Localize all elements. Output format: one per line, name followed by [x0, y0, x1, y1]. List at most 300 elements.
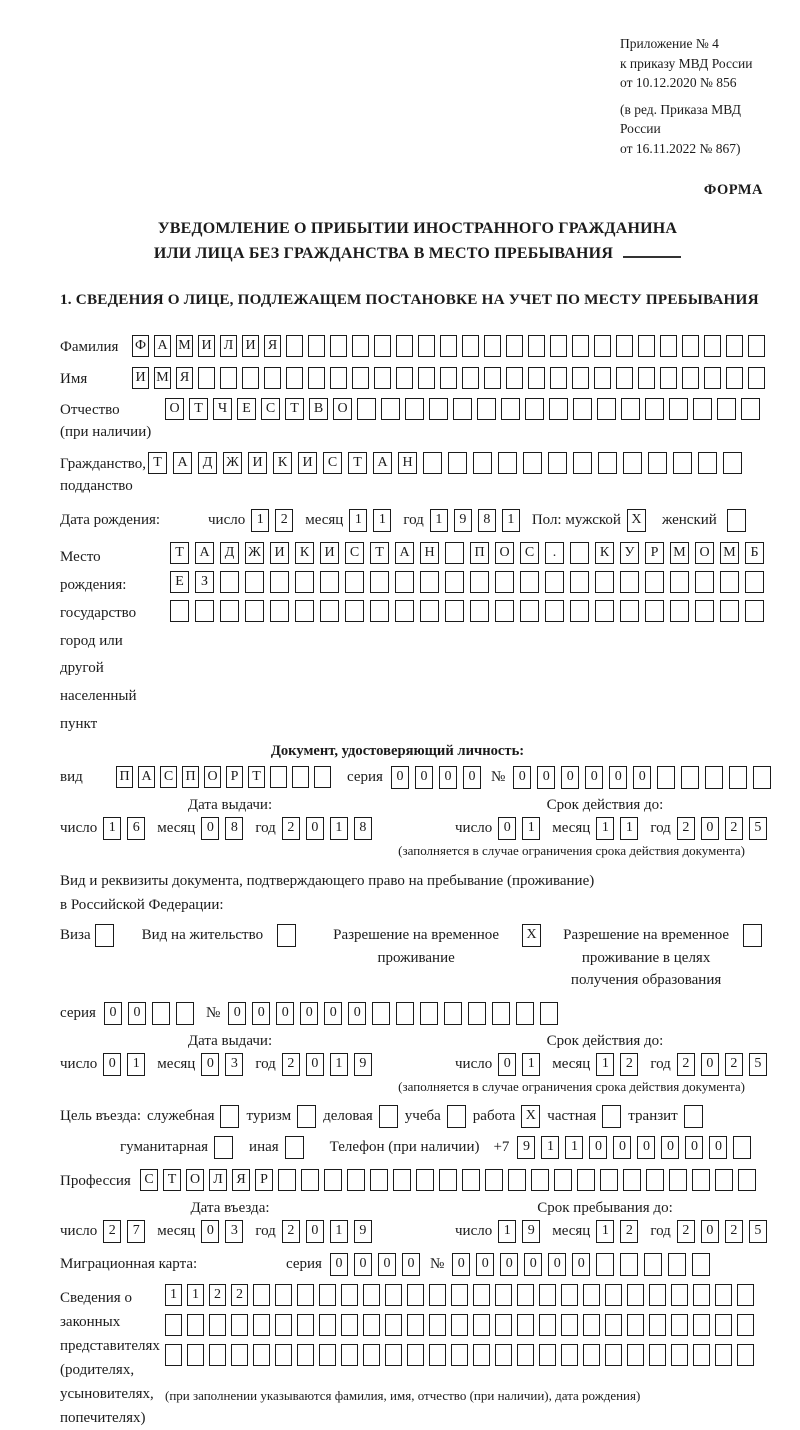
char-box — [423, 452, 442, 474]
char-box — [561, 1314, 578, 1336]
char-box — [451, 1344, 468, 1366]
char-box: 0 — [498, 817, 516, 840]
char-box — [528, 335, 545, 357]
char-box: С — [520, 542, 539, 564]
char-box — [270, 571, 289, 593]
char-box: 0 — [609, 766, 627, 789]
char-box: Ч — [213, 398, 232, 420]
char-box — [561, 1284, 578, 1306]
entry-year-boxes — [282, 1220, 372, 1243]
char-box: З — [195, 571, 214, 593]
purpose-option-other-checkbox — [285, 1136, 304, 1159]
char-box — [448, 452, 467, 474]
char-box — [717, 398, 736, 420]
char-box: И — [242, 335, 259, 357]
representatives-label-line2: законных — [60, 1314, 121, 1331]
char-box — [596, 1253, 614, 1276]
char-box — [549, 398, 568, 420]
char-box — [320, 600, 339, 622]
purpose-option-other-label: иная — [249, 1138, 279, 1155]
char-box — [429, 398, 448, 420]
char-box — [704, 335, 721, 357]
purpose-option-tourism-checkbox — [297, 1105, 316, 1128]
char-box: 0 — [324, 1002, 342, 1025]
stay-doc-series-label: серия — [60, 1004, 96, 1021]
char-box: 2 — [275, 509, 293, 532]
representatives-label-line3: представителях — [60, 1338, 160, 1355]
char-box — [470, 571, 489, 593]
stay-doc-series-boxes — [104, 1002, 194, 1025]
stay-doc-valid-year-boxes — [677, 1053, 767, 1076]
char-box — [176, 1002, 194, 1025]
char-box — [517, 1314, 534, 1336]
char-box — [209, 1314, 226, 1336]
patronymic-label-line1: Отчество — [60, 402, 120, 419]
char-box — [440, 335, 457, 357]
identity-issue-year-label: год — [255, 819, 276, 836]
char-box — [605, 1314, 622, 1336]
stay-doc-intro-line2: в Российской Федерации: — [60, 897, 224, 914]
char-box — [330, 335, 347, 357]
char-box: 0 — [354, 1253, 372, 1276]
char-box — [301, 1169, 319, 1191]
char-box — [407, 1344, 424, 1366]
char-box: 1 — [373, 509, 391, 532]
char-box — [473, 1284, 490, 1306]
representatives-row1-boxes — [165, 1284, 754, 1306]
char-box — [671, 1344, 688, 1366]
purpose-option-study-checkbox — [447, 1105, 466, 1128]
char-box: 8 — [225, 817, 243, 840]
form-title-line1: УВЕДОМЛЕНИЕ О ПРИБЫТИИ ИНОСТРАННОГО ГРАЖДАНИНА — [157, 220, 678, 238]
stay-until-year-label: год — [650, 1223, 671, 1240]
char-box — [242, 367, 259, 389]
stay-doc-valid-year-label: год — [650, 1055, 671, 1072]
purpose-option-official-checkbox — [220, 1105, 239, 1128]
patronymic-label-line2: (при наличии) — [60, 424, 152, 441]
sex-male-checkbox: X — [627, 509, 646, 532]
entry-dates — [60, 1200, 775, 1243]
char-box — [297, 1344, 314, 1366]
char-box: 0 — [330, 1253, 348, 1276]
profession-row — [60, 1169, 775, 1193]
char-box: 0 — [201, 817, 219, 840]
purpose-option-private-label: частная — [547, 1107, 597, 1124]
birth-year-label: год — [403, 512, 424, 529]
char-box — [473, 452, 492, 474]
char-box: Р — [255, 1169, 273, 1191]
stay-doc-valid-group — [455, 1033, 767, 1076]
citizenship-row — [60, 452, 775, 498]
char-box — [370, 1169, 388, 1191]
char-box — [495, 1314, 512, 1336]
identity-valid-dateline — [455, 817, 767, 840]
identity-issue-year-boxes — [282, 817, 372, 840]
char-box — [363, 1284, 380, 1306]
identity-valid-year-label: год — [650, 819, 671, 836]
char-box: 0 — [306, 817, 324, 840]
char-box — [508, 1169, 526, 1191]
char-box: 0 — [276, 1002, 294, 1025]
char-box — [621, 398, 640, 420]
char-box: 0 — [306, 1220, 324, 1243]
purpose-option-tourism-label: туризм — [246, 1107, 292, 1124]
char-box — [308, 367, 325, 389]
stay-doc-valid-day-label: число — [455, 1055, 493, 1072]
char-box — [170, 600, 189, 622]
char-box: Е — [170, 571, 189, 593]
char-box — [704, 367, 721, 389]
char-box — [692, 1169, 710, 1191]
char-box — [341, 1344, 358, 1366]
entry-month-boxes — [201, 1220, 243, 1243]
char-box — [741, 398, 760, 420]
char-box — [381, 398, 400, 420]
identity-valid-month-label: месяц — [552, 819, 591, 836]
citizenship-label-line1: Гражданство, — [60, 455, 147, 472]
char-box — [583, 1344, 600, 1366]
char-box — [649, 1314, 666, 1336]
option-visa-checkbox — [95, 924, 114, 947]
identity-issue-day-boxes — [103, 817, 145, 840]
char-box: И — [320, 542, 339, 564]
char-box: К — [595, 542, 614, 564]
char-box — [462, 367, 479, 389]
char-box — [638, 367, 655, 389]
char-box: 1 — [522, 817, 540, 840]
form-title — [60, 217, 775, 267]
char-box — [692, 1253, 710, 1276]
identity-doc-kind-label: вид — [60, 768, 83, 785]
char-box — [357, 398, 376, 420]
char-box: 9 — [522, 1220, 540, 1243]
char-box — [550, 335, 567, 357]
identity-doc-series-boxes — [391, 766, 481, 789]
char-box: С — [140, 1169, 158, 1191]
char-box — [623, 452, 642, 474]
char-box — [407, 1314, 424, 1336]
char-box — [484, 367, 501, 389]
char-box — [753, 766, 771, 789]
char-box — [539, 1284, 556, 1306]
stay-until-day-boxes — [498, 1220, 540, 1243]
char-box — [646, 1169, 664, 1191]
birth-day-boxes — [251, 509, 293, 532]
purpose-row — [60, 1105, 775, 1128]
purpose-option-humanitarian-checkbox — [214, 1136, 233, 1159]
char-box — [531, 1169, 549, 1191]
char-box — [548, 452, 567, 474]
purpose-option-work-checkbox: X — [521, 1105, 540, 1128]
form-title-line2-text: ИЛИ ЛИЦА БЕЗ ГРАЖДАНСТВА В МЕСТО ПРЕБЫВАНИЯ — [153, 245, 614, 263]
stay-doc-issue-day-boxes — [103, 1053, 145, 1076]
char-box: Я — [264, 335, 281, 357]
stay-doc-issue-year-label: год — [255, 1055, 276, 1072]
char-box: 0 — [572, 1253, 590, 1276]
char-box — [570, 571, 589, 593]
char-box: Я — [232, 1169, 250, 1191]
surname-label: Фамилия — [60, 338, 119, 355]
char-box — [319, 1344, 336, 1366]
stay-doc-valid-title: Срок действия до: — [546, 1032, 664, 1049]
char-box: 0 — [701, 1220, 719, 1243]
purpose-option-transit-checkbox — [684, 1105, 703, 1128]
birth-date-row — [60, 509, 775, 532]
char-box — [573, 452, 592, 474]
char-box — [554, 1169, 572, 1191]
char-box — [275, 1314, 292, 1336]
char-box — [445, 542, 464, 564]
char-box — [374, 367, 391, 389]
char-box: О — [333, 398, 352, 420]
char-box: М — [176, 335, 193, 357]
char-box: 2 — [725, 817, 743, 840]
char-box — [445, 571, 464, 593]
char-box: Р — [226, 766, 243, 788]
stay-doc-number-label: № — [205, 1004, 221, 1021]
form-title-line2 — [60, 242, 775, 267]
stay-until-day-label: число — [455, 1223, 493, 1240]
char-box — [370, 600, 389, 622]
char-box — [418, 367, 435, 389]
char-box — [345, 571, 364, 593]
identity-doc-heading: Документ, удостоверяющий личность: — [270, 742, 525, 759]
char-box — [451, 1284, 468, 1306]
char-box: 5 — [749, 1220, 767, 1243]
char-box — [539, 1314, 556, 1336]
migration-card-number-boxes — [452, 1253, 710, 1276]
char-box — [705, 766, 723, 789]
char-box: 1 — [596, 1053, 614, 1076]
char-box — [605, 1284, 622, 1306]
char-box — [545, 600, 564, 622]
stay-doc-issue-title: Дата выдачи: — [187, 1032, 273, 1049]
char-box: В — [309, 398, 328, 420]
char-box: 0 — [306, 1053, 324, 1076]
char-box — [396, 335, 413, 357]
char-box: М — [720, 542, 739, 564]
char-box — [165, 1344, 182, 1366]
char-box: Т — [148, 452, 167, 474]
char-box: 8 — [354, 817, 372, 840]
char-box — [693, 1284, 710, 1306]
char-box: М — [670, 542, 689, 564]
char-box: Б — [745, 542, 764, 564]
char-box: 0 — [228, 1002, 246, 1025]
char-box — [595, 600, 614, 622]
char-box: П — [116, 766, 133, 788]
char-box — [245, 571, 264, 593]
stay-doc-intro-line1: Вид и реквизиты документа, подтверждающего право на пребывание (проживание) — [60, 872, 595, 889]
stay-until-month-label: месяц — [552, 1223, 591, 1240]
char-box — [598, 452, 617, 474]
char-box — [396, 367, 413, 389]
char-box — [314, 766, 331, 788]
char-box: А — [138, 766, 155, 788]
char-box — [638, 335, 655, 357]
char-box: О — [204, 766, 221, 788]
char-box — [385, 1344, 402, 1366]
char-box: К — [273, 452, 292, 474]
char-box: 0 — [585, 766, 603, 789]
char-box: 0 — [439, 766, 457, 789]
char-box — [498, 452, 517, 474]
char-box — [492, 1002, 510, 1025]
char-box — [539, 1344, 556, 1366]
char-box: 7 — [127, 1220, 145, 1243]
purpose-label: Цель въезда: — [60, 1107, 141, 1124]
char-box: С — [261, 398, 280, 420]
char-box — [577, 1169, 595, 1191]
char-box: Л — [209, 1169, 227, 1191]
char-box: 1 — [165, 1284, 182, 1306]
char-box — [429, 1314, 446, 1336]
char-box — [429, 1284, 446, 1306]
char-box — [748, 367, 765, 389]
char-box — [286, 335, 303, 357]
purpose-option-official — [147, 1105, 240, 1128]
char-box: Т — [163, 1169, 181, 1191]
char-box — [669, 1169, 687, 1191]
representatives-boxes — [165, 1284, 754, 1404]
char-box: 1 — [251, 509, 269, 532]
stay-doc-series-row — [60, 1002, 775, 1025]
identity-doc-dates — [60, 797, 775, 840]
char-box — [649, 1284, 666, 1306]
stay-doc-issue-dateline — [60, 1053, 455, 1076]
char-box — [737, 1344, 754, 1366]
char-box: С — [345, 542, 364, 564]
sex-female-checkbox — [727, 509, 746, 532]
representatives-label-line1: Сведения о — [60, 1290, 132, 1307]
char-box: С — [323, 452, 342, 474]
char-box — [600, 1169, 618, 1191]
identity-doc-kind-boxes — [116, 766, 331, 788]
stay-doc-valid-day-boxes — [498, 1053, 540, 1076]
char-box — [395, 600, 414, 622]
representatives-label-line4: (родителях, — [60, 1362, 135, 1379]
option-visa-label: Виза — [60, 927, 91, 944]
purpose-option-study — [405, 1105, 466, 1128]
char-box — [733, 1136, 751, 1159]
char-box — [550, 367, 567, 389]
birth-date-label: Дата рождения: — [60, 512, 161, 529]
char-box: 0 — [537, 766, 555, 789]
birth-place-label — [60, 542, 170, 738]
stay-until-title: Срок пребывания до: — [537, 1200, 673, 1217]
identity-issue-title: Дата выдачи: — [187, 796, 273, 813]
entry-day-label: число — [60, 1223, 98, 1240]
char-box: 0 — [415, 766, 433, 789]
char-box: 5 — [749, 817, 767, 840]
purpose-option-private — [547, 1105, 621, 1128]
char-box: 0 — [498, 1053, 516, 1076]
char-box — [220, 367, 237, 389]
char-box — [506, 367, 523, 389]
identity-valid-day-label: число — [455, 819, 493, 836]
char-box: И — [132, 367, 149, 389]
stay-doc-issue-month-label: месяц — [157, 1055, 196, 1072]
char-box — [517, 1284, 534, 1306]
char-box — [420, 1002, 438, 1025]
surname-boxes — [132, 335, 765, 357]
char-box — [468, 1002, 486, 1025]
char-box — [660, 367, 677, 389]
char-box: С — [160, 766, 177, 788]
char-box: О — [186, 1169, 204, 1191]
stay-doc-number-boxes — [228, 1002, 558, 1025]
identity-doc-note: (заполняется в случае ограничения срока действия документа) — [398, 842, 745, 858]
appendix-line-2: к приказу МВД России — [620, 55, 753, 71]
char-box — [295, 571, 314, 593]
char-box — [627, 1284, 644, 1306]
char-box — [231, 1314, 248, 1336]
char-box: 8 — [478, 509, 496, 532]
migration-card-row — [60, 1253, 775, 1276]
identity-valid-title: Срок действия до: — [546, 796, 664, 813]
char-box — [470, 600, 489, 622]
stay-doc-issue-month-boxes — [201, 1053, 243, 1076]
char-box: 0 — [252, 1002, 270, 1025]
char-box — [444, 1002, 462, 1025]
char-box: 3 — [225, 1053, 243, 1076]
char-box: О — [695, 542, 714, 564]
stay-doc-issue-day-label: число — [60, 1055, 98, 1072]
option-temp-residence — [318, 924, 541, 969]
entry-year-label: год — [255, 1223, 276, 1240]
birth-month-label: месяц — [305, 512, 344, 529]
stay-until-month-boxes — [596, 1220, 638, 1243]
char-box — [605, 1344, 622, 1366]
char-box — [275, 1284, 292, 1306]
char-box — [670, 571, 689, 593]
option-residence-permit-label: Вид на жительство — [141, 927, 264, 944]
birth-place-label-line1: Место рождения: — [60, 549, 127, 594]
char-box — [695, 600, 714, 622]
char-box — [737, 1284, 754, 1306]
entry-day-boxes — [103, 1220, 145, 1243]
char-box — [253, 1344, 270, 1366]
char-box — [341, 1314, 358, 1336]
char-box — [720, 571, 739, 593]
patronymic-label — [60, 398, 165, 444]
appendix-reference — [620, 34, 775, 158]
char-box — [738, 1169, 756, 1191]
char-box — [745, 600, 764, 622]
char-box: 9 — [354, 1053, 372, 1076]
char-box: 0 — [402, 1253, 420, 1276]
representatives-row2-boxes — [165, 1314, 754, 1336]
amendment-line-2: от 16.11.2022 № 867) — [620, 140, 741, 156]
purpose-option-work-label: работа — [472, 1107, 516, 1124]
char-box: 2 — [103, 1220, 121, 1243]
char-box — [363, 1314, 380, 1336]
char-box — [670, 600, 689, 622]
char-box — [253, 1314, 270, 1336]
birth-day-label: число — [208, 512, 246, 529]
char-box — [440, 367, 457, 389]
entry-month-label: месяц — [157, 1223, 196, 1240]
char-box — [501, 398, 520, 420]
representatives-label-line6: попечителях) — [60, 1410, 146, 1427]
stay-doc-valid-dateline — [455, 1053, 767, 1076]
char-box: Д — [198, 452, 217, 474]
char-box — [374, 335, 391, 357]
stay-doc-note: (заполняется в случае ограничения срока действия документа) — [398, 1078, 745, 1094]
char-box: 1 — [596, 817, 614, 840]
char-box — [220, 600, 239, 622]
char-box: 2 — [282, 1220, 300, 1243]
